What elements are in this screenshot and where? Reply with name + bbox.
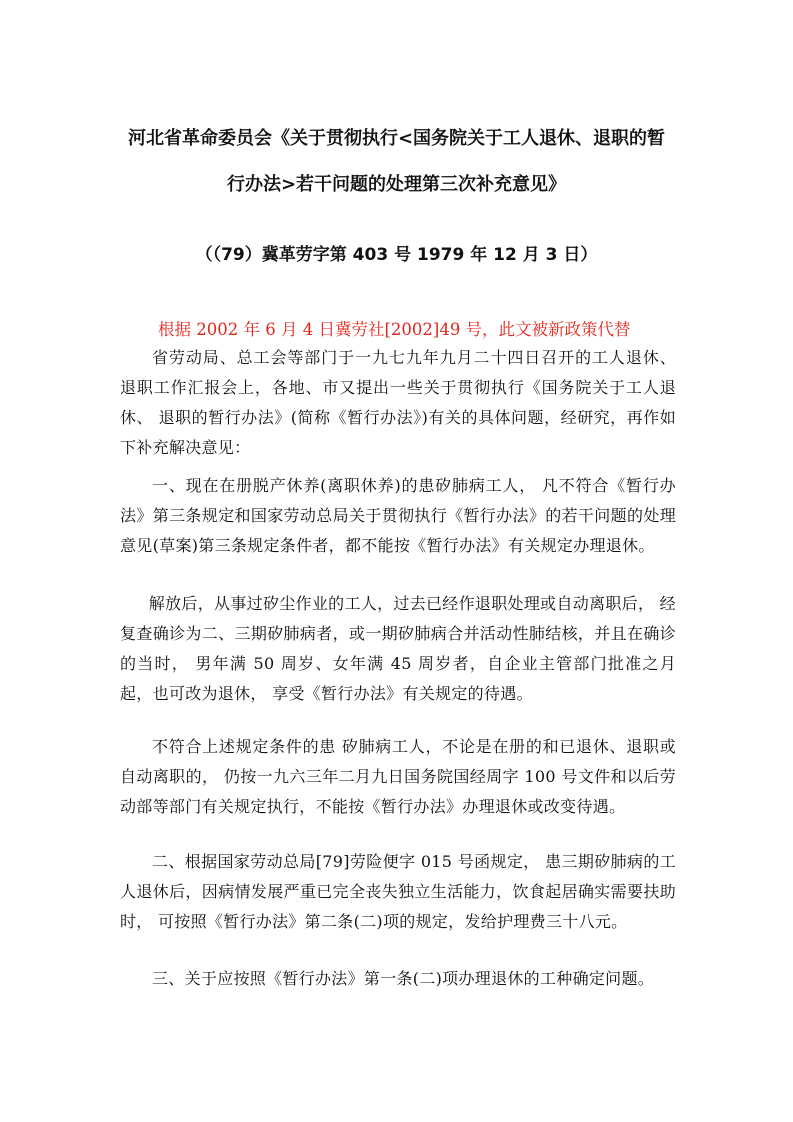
paragraph-intro: 省劳动局、总工会等部门于一九七九年九月二十四日召开的工人退休、 退职工作汇报会上，各地、市又提出一些关于贯彻执行《国务院关于工人退休、 退职的暂行办法》(简称《暂行办法》)有关的具体问题，经研究，再作如下补充解决意见： <box>120 348 676 457</box>
document-title-line-1: 河北省革命委员会《关于贯彻执行<国务院关于工人退休、退职的暂 <box>127 128 666 149</box>
paragraph-item-2: 二、根据国家劳动总局[79]劳险便字 015 号函规定， 患三期矽肺病的工人退休后，因病情发展严重已完全丧失独立生活能力，饮食起居确实需要扶助时， 可按照《暂行办法》第二条(二)项的规定，发给护理费三十八元。 <box>120 852 676 931</box>
paragraph-item-1-detail: 解放后，从事过矽尘作业的工人，过去已经作退职处理或自动离职后， 经复查确诊为二、三期矽肺病者，或一期矽肺病合并活动性肺结核，并且在确诊的当时， 男年满 50 周岁、女年满 45 周岁者，自企业主管部门批准之月起，也可改为退休， 享受《暂行办法》有关规定的待遇。 <box>120 594 676 703</box>
paragraph-item-1-exception: 不符合上述规定条件的患 矽肺病工人，不论是在册的和已退休、退职或自动离职的， 仍按一九六三年二月九日国务院国经周字 100 号文件和以后劳动部等部门有关规定执行，不能按《暂行办法》办理退休或改变待遇。 <box>120 737 676 816</box>
replacement-notice: 根据 2002 年 6 月 4 日冀劳社[2002]49 号，此文被新政策代替 <box>158 320 631 339</box>
paragraph-item-3: 三、关于应按照《暂行办法》第一条(二)项办理退休的工种确定问题。 <box>152 969 655 988</box>
document-number: （（79）冀革劳字第 403 号 1979 年 12 月 3 日） <box>195 245 598 265</box>
document-title-line-2: 行办法>若干问题的处理第三次补充意见》 <box>226 174 567 195</box>
paragraph-item-1: 一、现在在册脱产休养(离职休养)的患矽肺病工人， 凡不符合《暂行办法》第三条规定和国家劳动总局关于贯彻执行《暂行办法》的若干问题的处理意见(草案)第三条规定条件者，都不能按《暂行办法》有关规定办理退休。 <box>120 476 676 555</box>
